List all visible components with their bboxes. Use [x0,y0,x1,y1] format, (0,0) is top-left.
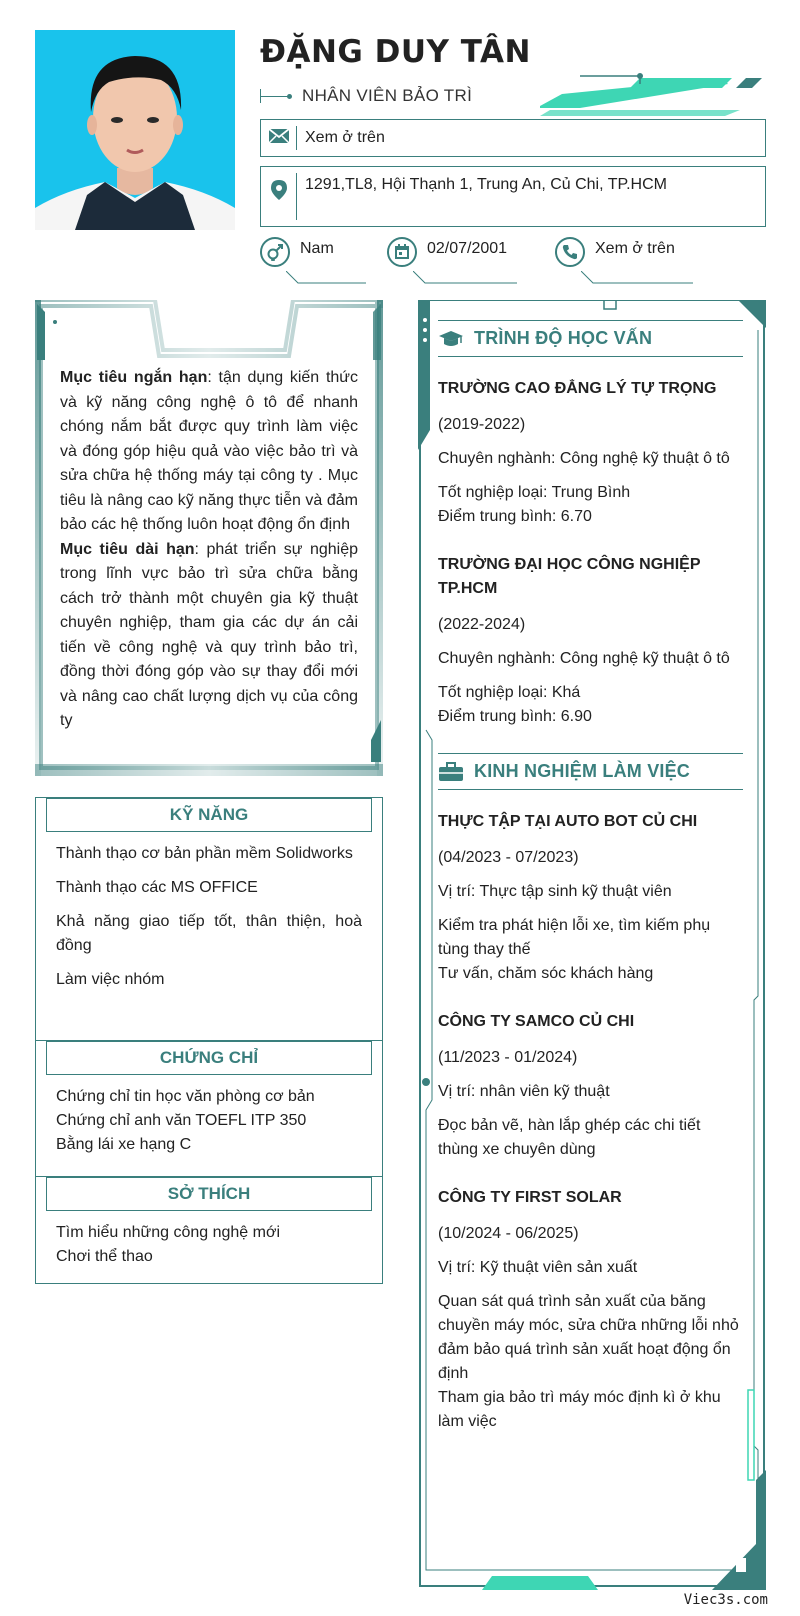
skill-item: Khả năng giao tiếp tốt, thân thiện, hoà đồng [56,913,362,954]
long-term-label: Mục tiêu dài hạn [60,540,195,558]
company-name: THỰC TẬP TẠI AUTO BOT CỦ CHI [438,813,698,830]
birthday-value: 02/07/2001 [427,240,508,257]
job-duty: Đọc bản vẽ, hàn lắp ghép các chi tiết thùng xe chuyên dùng [438,1117,701,1158]
phone-icon [561,243,579,261]
gender-icon-wrap [260,237,290,267]
hobbies-title: SỞ THÍCH [46,1177,372,1211]
right-panel [418,300,766,1590]
hobby-item: Tìm hiểu những công nghệ mới [56,1224,280,1241]
skill-item: Làm việc nhóm [56,971,165,988]
school-name: TRƯỜNG CAO ĐẲNG LÝ TỰ TRỌNG [438,380,717,397]
certificates-title: CHỨNG CHỈ [46,1041,372,1075]
job-duty: Tư vấn, chăm sóc khách hàng [438,965,654,982]
birthday-underline [413,271,517,285]
calendar-icon [393,243,411,261]
skills-list [36,832,382,1016]
certificates-list [36,1075,382,1171]
skills-section [35,797,383,1040]
job-title: NHÂN VIÊN BẢO TRÌ [302,86,473,105]
short-term-label: Mục tiêu ngắn hạn [60,369,208,386]
address-icon-wrap [261,173,297,220]
job-period: (04/2023 - 07/2023) [438,849,579,866]
experience-header [438,753,743,790]
job-position: Vị trí: Kỹ thuật viên sản xuất [438,1259,638,1276]
school-major: Chuyên nghành: Công nghệ kỹ thuật ô tô [438,450,730,467]
job-duty: Tham gia bảo trì máy móc định kì ở khu làm việc [438,1389,721,1430]
skills-title: KỸ NĂNG [46,798,372,832]
gender-underline [286,271,366,285]
skill-item: Thành thạo cơ bản phần mềm Solidworks [56,845,353,862]
phone-icon-wrap [555,237,585,267]
long-term-text: : phát triển sự nghiệp trong lĩnh vực bảo trì sửa chữa bằng cách trở thành một chuyên gia kỹ thuật chuyên nghiệp, tham gia các dự án cải tiến về công nghệ và quy trình bảo trì, đồng thời đóng góp vào sự thay đổi mới và nâng cao chất lượng dịch vụ của công ty [60,540,359,729]
skill-item: Thành thạo các MS OFFICE [56,879,258,896]
school-gpa: Điểm trung bình: 6.70 [438,508,592,525]
school-major: Chuyên nghành: Công nghệ kỹ thuật ô tô [438,650,730,667]
profile-photo [35,30,235,230]
school-name: TRƯỜNG ĐẠI HỌC CÔNG NGHIỆP TP.HCM [438,556,701,597]
hobbies-list [36,1211,382,1283]
header-decoration [540,70,770,116]
phone-underline [581,271,693,285]
watermark: Viec3s.com [683,1592,768,1608]
school-grade: Tốt nghiệp loại: Trung Bình [438,484,631,501]
email-box [260,119,766,157]
job-title-row [260,86,472,106]
envelope-icon [268,128,290,144]
calendar-icon-wrap [387,237,417,267]
job-position: Vị trí: Thực tập sinh kỹ thuật viên [438,883,672,900]
job-duty: Kiểm tra phát hiện lỗi xe, tìm kiếm phụ tùng thay thế [438,917,711,958]
job-period: (10/2024 - 06/2025) [438,1225,579,1242]
address-value: 1291,TL8, Hội Thạnh 1, Trung An, Củ Chi, TP.HCM [305,176,667,193]
job-title-marker [260,89,292,103]
location-pin-icon [270,179,288,201]
job-duty: Quan sát quá trình sản xuất của băng chuyền máy móc, sửa chữa những lỗi nhỏ đảm bảo quá trình sản xuất hoạt động ổn định [438,1293,739,1382]
birthday-info [387,237,507,267]
school-period: (2019-2022) [438,416,526,433]
certificate-item: Chứng chỉ tin học văn phòng cơ bản [56,1088,315,1105]
company-name: CÔNG TY SAMCO CỦ CHI [438,1013,635,1030]
school-gpa: Điểm trung bình: 6.90 [438,708,592,725]
certificates-section [35,1040,383,1176]
school-period: (2022-2024) [438,616,526,633]
briefcase-icon [438,762,464,782]
phone-info [555,237,675,267]
certificate-item: Chứng chỉ anh văn TOEFL ITP 350 [56,1112,307,1129]
email-icon-wrap [261,126,297,150]
education-header [438,320,743,357]
experience-title: KINH NGHIỆM LÀM VIỆC [474,761,691,781]
gender-info [260,237,334,267]
gender-value: Nam [300,240,334,257]
gender-icon [266,243,284,261]
email-value[interactable]: Xem ở trên [305,129,385,146]
certificate-item: Bằng lái xe hạng C [56,1136,192,1153]
right-content [438,320,743,1434]
company-name: CÔNG TY FIRST SOLAR [438,1189,622,1206]
candidate-name: ĐẶNG DUY TÂN [260,34,531,70]
hobbies-section [35,1176,383,1284]
education-title: TRÌNH ĐỘ HỌC VẤN [474,328,653,348]
address-box [260,166,766,227]
job-period: (11/2023 - 01/2024) [438,1049,578,1066]
short-term-text: : tận dụng kiến thức và kỹ năng công nghệ ô tô để nhanh chóng nắm bắt được quy trình làm việc và đóng góp hiệu quả vào việc bảo trì và sửa chữa hệ thống máy tại công ty . Mục tiêu là nâng cao kỹ năng thực tiễn và đảm bảo các hệ thống luôn hoạt động ổn định [60,369,358,533]
hobby-item: Chơi thể thao [56,1248,153,1265]
objective-panel [35,300,383,776]
job-position: Vị trí: nhân viên kỹ thuật [438,1083,610,1100]
graduation-cap-icon [438,329,464,349]
portrait-image [35,30,235,230]
objective-text [60,366,358,734]
phone-value[interactable]: Xem ở trên [595,240,675,257]
school-grade: Tốt nghiệp loại: Khá [438,684,581,701]
